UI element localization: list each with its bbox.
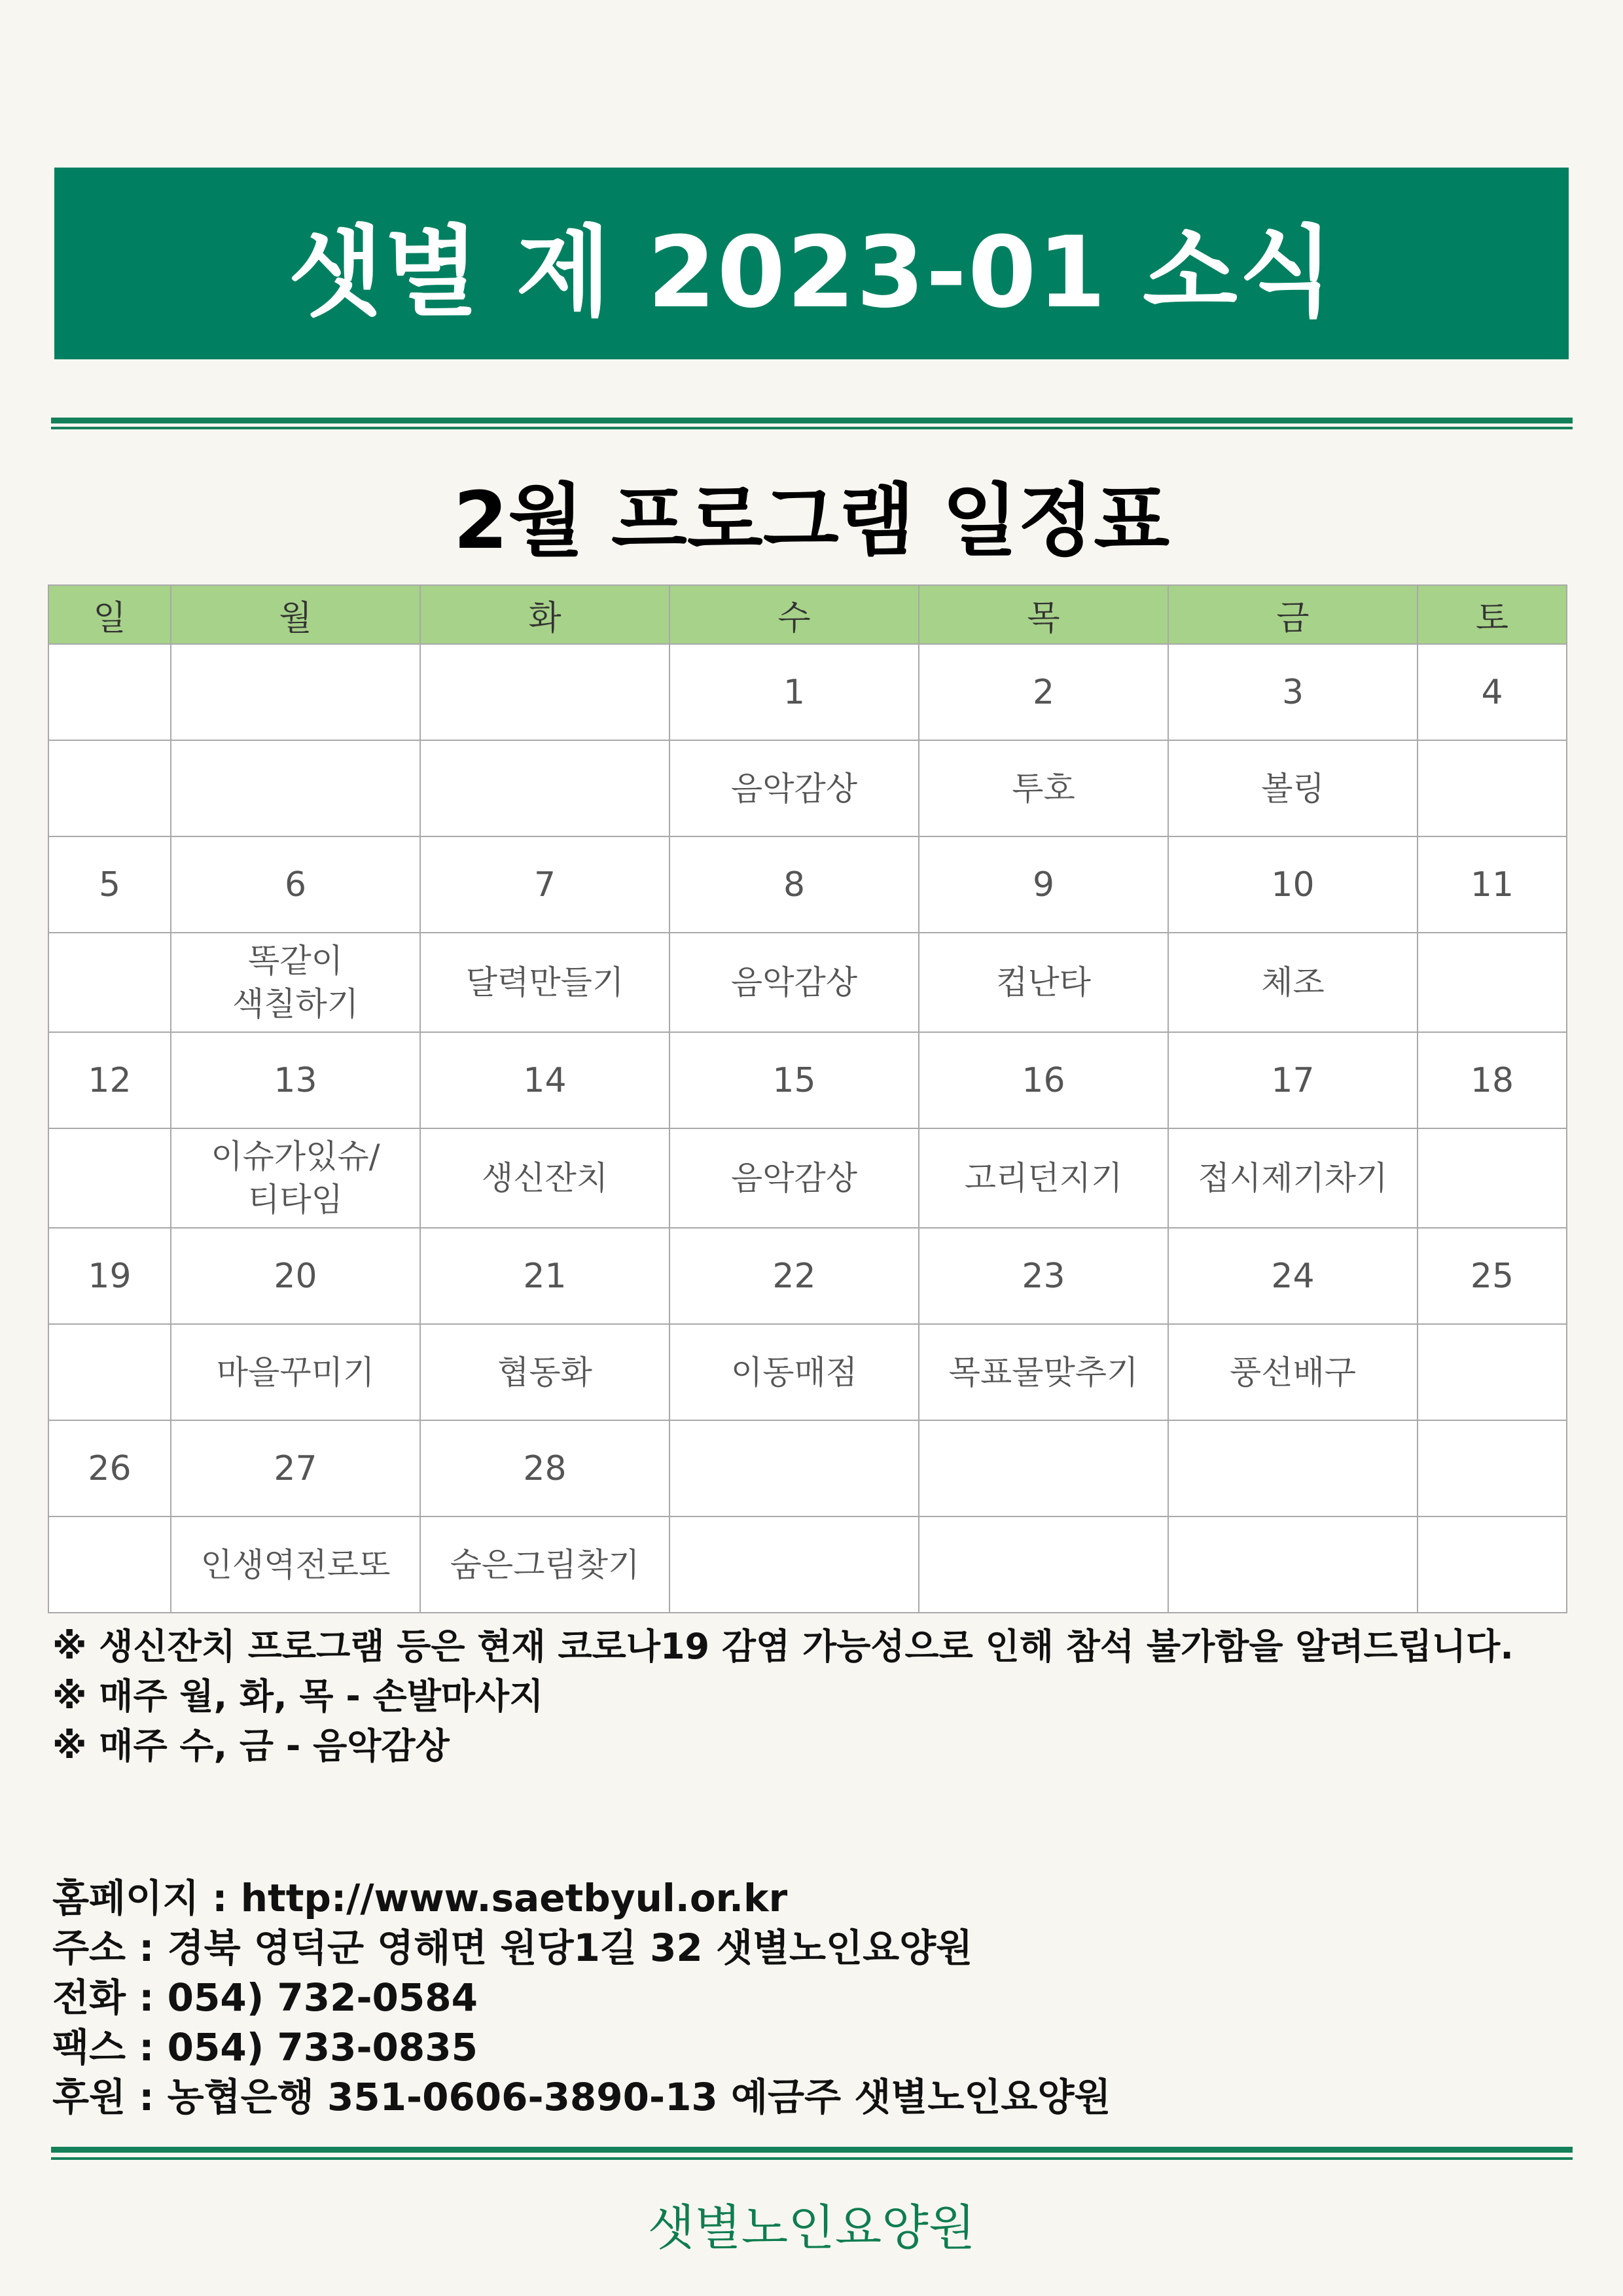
note-weekly-massage: ※ 매주 월, 화, 목 - 손발마사지 bbox=[52, 1676, 544, 1717]
program-cell bbox=[1418, 1324, 1567, 1420]
program-cell bbox=[420, 740, 669, 836]
date-cell bbox=[1418, 1420, 1567, 1516]
date-cell bbox=[1168, 1420, 1418, 1516]
program-cell bbox=[1168, 1516, 1418, 1613]
date-cell: 26 bbox=[48, 1420, 171, 1516]
week-program-row bbox=[48, 740, 1567, 836]
date-cell: 8 bbox=[669, 836, 919, 933]
program-cell: 컵난타 bbox=[919, 933, 1168, 1032]
date-cell: 22 bbox=[669, 1228, 919, 1324]
program-cell: 음악감상 bbox=[669, 740, 919, 836]
contact-fax: 팩스 : 054) 733-0835 bbox=[52, 2025, 478, 2070]
program-cell bbox=[48, 1128, 171, 1228]
date-cell: 20 bbox=[171, 1228, 420, 1324]
program-calendar bbox=[48, 584, 1567, 1613]
weekday-thu: 목 bbox=[919, 585, 1168, 644]
date-cell: 3 bbox=[1168, 644, 1418, 740]
week-program-row bbox=[48, 1128, 1567, 1228]
date-cell: 19 bbox=[48, 1228, 171, 1324]
date-cell: 7 bbox=[420, 836, 669, 933]
newsletter-title: 샛별 제 2023-01 소식 bbox=[288, 215, 1335, 330]
date-cell: 28 bbox=[420, 1420, 669, 1516]
week-date-row bbox=[48, 644, 1567, 740]
date-cell bbox=[171, 644, 420, 740]
date-cell: 4 bbox=[1418, 644, 1567, 740]
date-cell bbox=[919, 1420, 1168, 1516]
program-cell bbox=[48, 933, 171, 1032]
note-birthday-cancel: ※ 생신잔치 프로그램 등은 현재 코로나19 감염 가능성으로 인해 참석 불가함을 알려드립니다. bbox=[52, 1626, 1514, 1667]
date-cell: 27 bbox=[171, 1420, 420, 1516]
date-cell: 11 bbox=[1418, 836, 1567, 933]
program-cell: 고리던지기 bbox=[919, 1128, 1168, 1228]
calendar-body bbox=[48, 644, 1567, 1613]
newsletter-banner bbox=[54, 168, 1569, 359]
week-date-row bbox=[48, 836, 1567, 933]
date-cell: 13 bbox=[171, 1032, 420, 1128]
bottom-divider-thick bbox=[51, 2147, 1573, 2153]
date-cell: 24 bbox=[1168, 1228, 1418, 1324]
date-cell bbox=[669, 1420, 919, 1516]
program-cell bbox=[48, 1324, 171, 1420]
weekday-sat: 토 bbox=[1418, 585, 1567, 644]
weekday-tue: 화 bbox=[420, 585, 669, 644]
program-cell: 이동매점 bbox=[669, 1324, 919, 1420]
weekday-mon: 월 bbox=[171, 585, 420, 644]
weekday-sun: 일 bbox=[48, 585, 171, 644]
date-cell: 5 bbox=[48, 836, 171, 933]
contact-section bbox=[52, 1873, 1584, 2122]
contact-address: 주소 : 경북 영덕군 영해면 원당1길 32 샛별노인요양원 bbox=[52, 1926, 973, 1970]
program-cell: 투호 bbox=[919, 740, 1168, 836]
schedule-title: 2월 프로그램 일정표 bbox=[453, 476, 1170, 567]
program-cell: 음악감상 bbox=[669, 1128, 919, 1228]
bottom-divider-thin bbox=[51, 2157, 1573, 2160]
week-program-row bbox=[48, 1516, 1567, 1613]
date-cell: 10 bbox=[1168, 836, 1418, 933]
date-cell bbox=[420, 644, 669, 740]
date-cell: 17 bbox=[1168, 1032, 1418, 1128]
top-divider-thick bbox=[51, 418, 1573, 423]
date-cell: 9 bbox=[919, 836, 1168, 933]
date-cell: 23 bbox=[919, 1228, 1168, 1324]
footer-organization-name: 샛별노인요양원 bbox=[647, 2200, 976, 2256]
program-cell: 목표물맞추기 bbox=[919, 1324, 1168, 1420]
program-cell bbox=[1418, 1128, 1567, 1228]
program-cell bbox=[919, 1516, 1168, 1613]
week-program-row bbox=[48, 933, 1567, 1032]
date-cell: 18 bbox=[1418, 1032, 1567, 1128]
weekday-fri: 금 bbox=[1168, 585, 1418, 644]
week-date-row bbox=[48, 1032, 1567, 1128]
date-cell: 6 bbox=[171, 836, 420, 933]
contact-homepage: 홈페이지 : http://www.saetbyul.or.kr bbox=[52, 1876, 788, 1920]
program-cell: 생신잔치 bbox=[420, 1128, 669, 1228]
program-cell bbox=[48, 1516, 171, 1613]
notes-section bbox=[52, 1622, 1584, 1771]
date-cell: 16 bbox=[919, 1032, 1168, 1128]
contact-sponsor: 후원 : 농협은행 351-0606-3890-13 예금주 샛별노인요양원 bbox=[52, 2075, 1111, 2119]
top-divider-thin bbox=[51, 427, 1573, 429]
program-cell: 달력만들기 bbox=[420, 933, 669, 1032]
week-date-row bbox=[48, 1228, 1567, 1324]
contact-phone: 전화 : 054) 732-0584 bbox=[52, 1975, 478, 2020]
program-cell: 체조 bbox=[1168, 933, 1418, 1032]
program-cell bbox=[1418, 933, 1567, 1032]
weekday-header-row bbox=[48, 585, 1567, 644]
program-cell: 볼링 bbox=[1168, 740, 1418, 836]
date-cell: 12 bbox=[48, 1032, 171, 1128]
program-cell: 똑같이 색칠하기 bbox=[171, 933, 420, 1032]
date-cell: 21 bbox=[420, 1228, 669, 1324]
program-cell: 마을꾸미기 bbox=[171, 1324, 420, 1420]
week-program-row bbox=[48, 1324, 1567, 1420]
date-cell: 14 bbox=[420, 1032, 669, 1128]
date-cell: 25 bbox=[1418, 1228, 1567, 1324]
weekday-wed: 수 bbox=[669, 585, 919, 644]
program-cell: 접시제기차기 bbox=[1168, 1128, 1418, 1228]
date-cell: 2 bbox=[919, 644, 1168, 740]
date-cell: 15 bbox=[669, 1032, 919, 1128]
date-cell bbox=[48, 644, 171, 740]
week-date-row bbox=[48, 1420, 1567, 1516]
program-cell bbox=[1418, 1516, 1567, 1613]
program-cell bbox=[171, 740, 420, 836]
note-weekly-music: ※ 매주 수, 금 - 음악감상 bbox=[52, 1725, 450, 1767]
program-cell: 숨은그림찾기 bbox=[420, 1516, 669, 1613]
program-cell: 풍선배구 bbox=[1168, 1324, 1418, 1420]
program-cell: 인생역전로또 bbox=[171, 1516, 420, 1613]
program-cell: 음악감상 bbox=[669, 933, 919, 1032]
program-cell bbox=[1418, 740, 1567, 836]
program-cell bbox=[48, 740, 171, 836]
program-cell bbox=[669, 1516, 919, 1613]
program-cell: 협동화 bbox=[420, 1324, 669, 1420]
date-cell: 1 bbox=[669, 644, 919, 740]
program-cell: 이슈가있슈/ 티타임 bbox=[171, 1128, 420, 1228]
